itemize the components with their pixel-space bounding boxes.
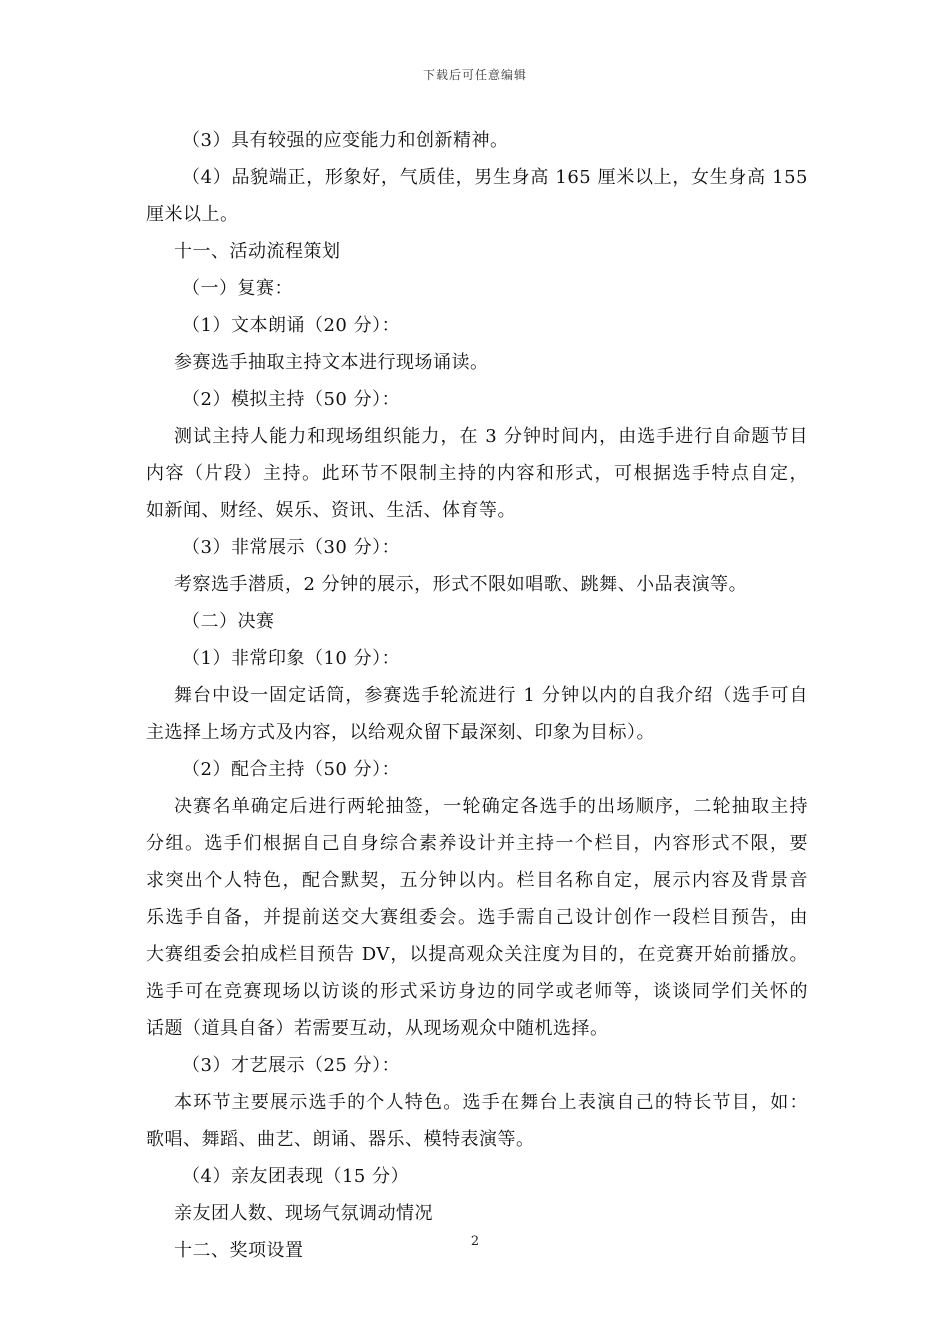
paragraph-line: 内容（片段）主持。此环节不限制主持的内容和形式，可根据选手特点自定， [146,463,808,484]
paragraph-line: 求突出个人特色，配合默契，五分钟以内。栏目名称自定，展示内容及背景音 [146,870,808,891]
paragraph-line: （3）具有较强的应变能力和创新精神。 [182,130,509,151]
paragraph-line: 参赛选手抽取主持文本进行现场诵读。 [174,352,489,373]
document-body [146,122,808,1269]
item-heading: （4）亲友团表现（15 分） [182,1166,410,1187]
item-heading: （1）非常印象（10 分）： [182,648,401,669]
paragraph-line: 选手可在竞赛现场以访谈的形式采访身边的同学或老师等，谈谈同学们关怀的 [146,981,808,1002]
page-header: 下载后可任意编辑 [422,68,527,82]
paragraph-line: 乐选手自备，并提前送交大赛组委会。选手需自己设计创作一段栏目预告，由 [146,907,808,928]
paragraph-line: 决赛名单确定后进行两轮抽签，一轮确定各选手的出场顺序，二轮抽取主持 [174,796,808,817]
subsection-heading: （一）复赛： [182,278,293,299]
item-heading: （1）文本朗诵（20 分）： [182,315,401,336]
paragraph-line: 分组。选手们根据自己自身综合素养设计并主持一个栏目，内容形式不限，要 [146,833,808,854]
paragraph-line: 本环节主要展示选手的个人特色。选手在舞台上表演自己的特长节目，如： [174,1092,808,1113]
item-heading: （2）配合主持（50 分）： [182,759,401,780]
paragraph-line: （4）品貌端正，形象好，气质佳，男生身高 165 厘米以上，女生身高 155 [182,167,808,188]
paragraph-line: 大赛组委会拍成栏目预告 DV，以提高观众关注度为目的，在竞赛开始前播放。 [146,944,808,965]
paragraph-line: 主选择上场方式及内容，以给观众留下最深刻、印象为目标）。 [146,722,655,743]
paragraph-line: 舞台中设一固定话筒，参赛选手轮流进行 1 分钟以内的自我介绍（选手可自 [174,685,808,706]
paragraph-line: 考察选手潜质，2 分钟的展示，形式不限如唱歌、跳舞、小品表演等。 [174,574,748,595]
paragraph-line: 话题（道具自备）若需要互动，从现场观众中随机选择。 [146,1018,609,1039]
item-heading: （3）非常展示（30 分）： [182,537,401,558]
subsection-heading: （二）决赛 [182,611,275,632]
section-heading: 十一、活动流程策划 [174,241,341,262]
paragraph-line: 测试主持人能力和现场组织能力，在 3 分钟时间内，由选手进行自命题节目 [174,426,808,447]
section-heading: 十二、奖项设置 [174,1240,304,1261]
paragraph-line: 歌唱、舞蹈、曲艺、朗诵、器乐、模特表演等。 [146,1129,535,1150]
item-heading: （2）模拟主持（50 分）： [182,389,401,410]
item-heading: （3）才艺展示（25 分）： [182,1055,401,1076]
paragraph-line: 厘米以上。 [146,204,239,225]
paragraph-line: 如新闻、财经、娱乐、资讯、生活、体育等。 [146,500,516,521]
paragraph-line: 亲友团人数、现场气氛调动情况 [174,1203,433,1224]
page-number: 2 [470,1234,480,1249]
